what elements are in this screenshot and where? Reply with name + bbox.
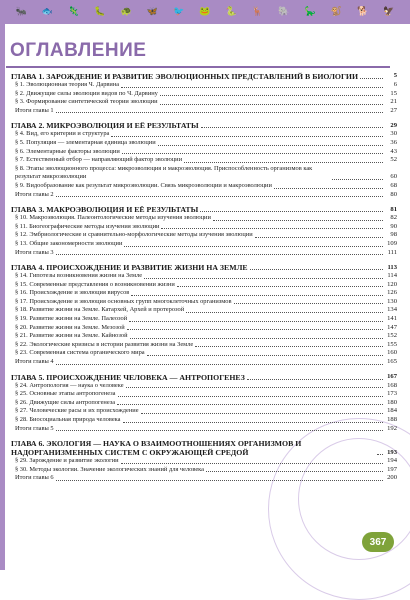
chapter-section bbox=[11, 263, 397, 367]
toc-entry-page-number: 52 bbox=[390, 156, 397, 164]
toc-entry-text: § 8. Этапы эволюционного процесса: микроэволюция и макроэволюция. Приспособленность организмов как результат микроэволюции bbox=[15, 164, 313, 181]
toc-entry[interactable] bbox=[11, 214, 397, 223]
dot-leader bbox=[121, 87, 383, 88]
toc-entry-text: § 19. Развитие жизни на Земле. Палеозой bbox=[15, 315, 128, 323]
chapter-section bbox=[11, 121, 397, 199]
top-decorative-band bbox=[0, 0, 410, 24]
toc-entry-page-number: 114 bbox=[387, 272, 397, 280]
toc-entry-text: § 10. Макроэволюция. Палеонтологические методы изучения эволюции bbox=[15, 214, 211, 222]
toc-entry-page-number: 98 bbox=[390, 231, 397, 239]
animal-silhouette-icon: 🐍 bbox=[225, 6, 237, 17]
toc-entry-page-number: 126 bbox=[387, 289, 397, 297]
toc-entry-page-number: 36 bbox=[390, 138, 397, 146]
toc-entry-text: § 11. Биогеографические методы изучения эволюции bbox=[15, 222, 160, 230]
toc-entry-text: § 22. Экологические кризисы в истории развития жизни на Земле bbox=[15, 340, 194, 348]
toc-entry-page-number: 120 bbox=[387, 280, 397, 288]
toc-entry-text: § 14. Гипотезы возникновения жизни на Земле bbox=[15, 272, 143, 280]
animal-silhouette-icon: 🐟 bbox=[41, 6, 53, 17]
toc-entry[interactable] bbox=[11, 416, 397, 425]
chapter-title: ГЛАВА 2. МИКРОЭВОЛЮЦИЯ И ЕЁ РЕЗУЛЬТАТЫ bbox=[11, 121, 199, 131]
toc-entry-page-number: 109 bbox=[387, 239, 397, 247]
toc-entry-text: § 21. Развитие жизни на Земле. Кайнозой bbox=[15, 332, 128, 340]
toc-entry-page-number: 21 bbox=[390, 98, 397, 106]
toc-entry-page-number: 141 bbox=[387, 315, 397, 323]
chapter-page-number: 5 bbox=[393, 72, 397, 80]
toc-entry[interactable] bbox=[11, 223, 397, 232]
dot-leader bbox=[158, 145, 383, 146]
dot-leader bbox=[274, 188, 383, 189]
toc-entry-page-number: 152 bbox=[387, 332, 397, 340]
toc-entry[interactable] bbox=[11, 298, 397, 307]
chapter-section bbox=[11, 72, 397, 115]
toc-entry-page-number: 30 bbox=[390, 130, 397, 138]
animal-silhouette-icon: 🐦 bbox=[173, 6, 185, 17]
toc-entry[interactable] bbox=[11, 324, 397, 333]
animal-silhouette-icon: 🐜 bbox=[15, 6, 27, 17]
toc-entry-page-number: 82 bbox=[390, 214, 397, 222]
toc-entry-page-number: 168 bbox=[387, 381, 397, 389]
toc-entry-text: § 18. Развитие жизни на Земле. Катархей, Архей и протерозой bbox=[15, 306, 185, 314]
toc-entry-text: § 6. Элементарные факторы эволюции bbox=[15, 147, 120, 155]
toc-entry[interactable] bbox=[11, 349, 397, 358]
dot-leader bbox=[130, 338, 384, 339]
chapter-title-row[interactable] bbox=[11, 263, 397, 272]
toc-entry-page-number: 192 bbox=[387, 424, 397, 432]
toc-entry-page-number: 173 bbox=[387, 390, 397, 398]
toc-entry-page-number: 27 bbox=[390, 106, 397, 114]
dot-leader bbox=[147, 355, 383, 356]
toc-entry-text: § 28. Биосоциальная природа человека bbox=[15, 416, 121, 423]
toc-entry-page-number: 80 bbox=[390, 190, 397, 198]
toc-entry-text: § 30. Методы экологии. Значение экологических знаний для человека bbox=[15, 465, 205, 473]
toc-entry-page-number: 180 bbox=[387, 398, 397, 406]
toc-entry-text: Итоги главы 6 bbox=[15, 474, 54, 482]
toc-entry[interactable] bbox=[11, 306, 397, 315]
chapter-title: ГЛАВА 1. ЗАРОЖДЕНИЕ И РАЗВИТИЕ ЭВОЛЮЦИОННЫХ ПРЕДСТАВЛЕНИЙ В БИОЛОГИИ bbox=[11, 72, 359, 81]
dot-leader bbox=[213, 220, 383, 221]
chapter-title-row[interactable] bbox=[11, 439, 397, 457]
toc-entry-page-number: 197 bbox=[387, 465, 397, 473]
chapter-title-row[interactable] bbox=[11, 121, 397, 130]
dot-leader bbox=[250, 269, 383, 270]
toc-entry-page-number: 111 bbox=[387, 248, 397, 256]
toc-entry[interactable] bbox=[11, 107, 397, 116]
dot-leader bbox=[118, 396, 384, 397]
toc-entry-text: § 26. Движущие силы антропогенеза bbox=[15, 398, 116, 406]
dot-leader bbox=[141, 413, 383, 414]
toc-entry-page-number: 90 bbox=[390, 222, 397, 230]
dot-leader bbox=[360, 78, 383, 79]
toc-entry-text: Итоги главы 5 bbox=[15, 424, 54, 432]
toc-entry-text: Итоги главы 1 bbox=[15, 106, 54, 114]
chapter-title: ГЛАВА 3. МАКРОЭВОЛЮЦИЯ И ЕЁ РЕЗУЛЬТАТЫ bbox=[11, 205, 199, 215]
toc-entry[interactable] bbox=[11, 81, 397, 90]
toc-entry-text: § 25. Основные этапы антропогенеза bbox=[15, 390, 116, 398]
animal-silhouette-icon: 🐛 bbox=[94, 6, 106, 17]
title-underline bbox=[6, 66, 390, 68]
toc-entry[interactable] bbox=[11, 281, 397, 290]
dot-leader bbox=[122, 153, 383, 154]
toc-entry[interactable] bbox=[11, 425, 397, 434]
toc-entry[interactable] bbox=[11, 90, 397, 99]
dot-leader bbox=[129, 321, 383, 322]
dot-leader bbox=[206, 471, 383, 472]
toc-entry-page-number: 134 bbox=[387, 306, 397, 314]
animal-silhouette-icon: 🐕 bbox=[356, 6, 369, 17]
animal-silhouette-icon: 🦕 bbox=[304, 6, 316, 17]
dot-leader bbox=[234, 303, 384, 304]
table-of-contents bbox=[11, 72, 397, 489]
dot-leader bbox=[56, 196, 383, 197]
chapter-title-row[interactable] bbox=[11, 72, 397, 81]
toc-entry-page-number: 130 bbox=[387, 297, 397, 305]
toc-entry[interactable] bbox=[11, 341, 397, 350]
animal-silhouette-icon: 🐸 bbox=[199, 6, 211, 17]
chapter-title: ГЛАВА 6. ЭКОЛОГИЯ — НАУКА О ВЗАИМООТНОШЕНИЯХ ОРГАНИЗМОВ И НАДОРГАНИЗМЕННЫХ СИСТЕМ С ОКРУЖАЮЩЕЙ СРЕДОЙ bbox=[11, 439, 302, 458]
toc-entry-page-number: 15 bbox=[390, 89, 397, 97]
toc-entry-text: § 12. Эмбриологические и сравнительно-морфологические методы изучения эволюции bbox=[15, 231, 253, 239]
chapter-page-number: 113 bbox=[387, 263, 397, 271]
toc-entry-page-number: 60 bbox=[390, 173, 397, 181]
toc-entry-page-number: 6 bbox=[393, 81, 397, 88]
toc-entry[interactable] bbox=[11, 399, 397, 408]
chapter-section bbox=[11, 373, 397, 434]
toc-entry[interactable] bbox=[11, 130, 397, 139]
dot-leader bbox=[111, 136, 383, 137]
toc-entry-page-number: 194 bbox=[387, 457, 397, 465]
chapter-section bbox=[11, 205, 397, 257]
toc-entry-text: Итоги главы 2 bbox=[15, 190, 54, 198]
dot-leader bbox=[160, 95, 383, 96]
toc-entry-text: § 20. Развитие жизни на Земле. Мезозой bbox=[15, 323, 125, 331]
toc-entry-page-number: 184 bbox=[387, 407, 397, 415]
chapter-page-number: 193 bbox=[387, 448, 397, 456]
toc-entry[interactable] bbox=[11, 332, 397, 341]
toc-entry[interactable] bbox=[11, 289, 397, 298]
chapter-title: ГЛАВА 4. ПРОИСХОЖДЕНИЕ И РАЗВИТИЕ ЖИЗНИ НА ЗЕМЛЕ bbox=[11, 263, 248, 273]
toc-entry[interactable] bbox=[11, 358, 397, 367]
dot-leader bbox=[377, 454, 383, 455]
chapter-page-number: 81 bbox=[390, 205, 397, 213]
toc-entry[interactable] bbox=[11, 231, 397, 240]
toc-entry[interactable] bbox=[11, 249, 397, 258]
toc-entry[interactable] bbox=[11, 390, 397, 399]
toc-entry-page-number: 68 bbox=[390, 181, 397, 189]
dot-leader bbox=[56, 112, 383, 113]
dot-leader bbox=[56, 430, 383, 431]
dot-leader bbox=[144, 278, 383, 279]
dot-leader bbox=[195, 346, 383, 347]
toc-entry[interactable] bbox=[11, 98, 397, 107]
chapter-title-row[interactable] bbox=[11, 205, 397, 214]
chapter-section bbox=[11, 439, 397, 483]
toc-entry-text: § 29. Зарождение и развитие экологии bbox=[15, 457, 119, 465]
toc-entry[interactable] bbox=[11, 474, 397, 483]
animal-silhouette-icon: 🐢 bbox=[120, 6, 132, 17]
toc-entry-text: Итоги главы 3 bbox=[15, 248, 54, 256]
dot-leader bbox=[200, 211, 383, 212]
side-decorative-band bbox=[0, 24, 5, 570]
animal-silhouette-icon: 🦅 bbox=[383, 6, 395, 17]
toc-entry-page-number: 188 bbox=[387, 416, 397, 423]
dot-leader bbox=[117, 404, 383, 405]
toc-entry[interactable] bbox=[11, 272, 397, 281]
animal-silhouette-icon: 🦎 bbox=[68, 6, 80, 17]
toc-entry[interactable] bbox=[11, 407, 397, 416]
dot-leader bbox=[126, 387, 383, 388]
toc-entry[interactable] bbox=[11, 315, 397, 324]
toc-entry[interactable] bbox=[11, 139, 397, 148]
dot-leader bbox=[131, 295, 383, 296]
chapter-title: ГЛАВА 5. ПРОИСХОЖДЕНИЕ ЧЕЛОВЕКА — АНТРОПОГЕНЕЗ bbox=[11, 372, 245, 382]
toc-entry-text: Итоги главы 4 bbox=[15, 358, 54, 366]
dot-leader bbox=[161, 228, 383, 229]
toc-entry-page-number: 43 bbox=[390, 147, 397, 155]
toc-entry[interactable] bbox=[11, 148, 397, 157]
dot-leader bbox=[186, 312, 383, 313]
dot-leader bbox=[332, 179, 383, 180]
chapter-page-number: 29 bbox=[390, 121, 397, 129]
toc-entry[interactable] bbox=[11, 382, 397, 391]
toc-entry-text: § 5. Популяция — элементарная единица эволюции bbox=[15, 138, 156, 146]
page-title: ОГЛАВЛЕНИЕ bbox=[10, 40, 147, 61]
animal-silhouette-icon: 🐘 bbox=[278, 6, 290, 17]
toc-entry-text: § 1. Эволюционная теория Ч. Дарвина bbox=[15, 81, 120, 88]
toc-entry-text: § 15. Современные представления о возникновении жизни bbox=[15, 280, 175, 288]
chapter-title-row[interactable] bbox=[11, 373, 397, 382]
toc-entry[interactable] bbox=[11, 457, 397, 466]
dot-leader bbox=[201, 127, 383, 128]
dot-leader bbox=[121, 463, 383, 464]
toc-entry-text: § 9. Видообразование как результат микроэволюции. Связь микроэволюции и макроэволюции bbox=[15, 181, 272, 189]
toc-entry[interactable] bbox=[11, 165, 397, 182]
animal-silhouette-icon: 🦌 bbox=[251, 6, 264, 17]
dot-leader bbox=[56, 254, 383, 255]
toc-entry-page-number: 147 bbox=[387, 323, 397, 331]
page-number-badge: 367 bbox=[362, 532, 394, 552]
toc-entry[interactable] bbox=[11, 191, 397, 200]
toc-entry-page-number: 200 bbox=[387, 474, 397, 482]
toc-entry-text: § 16. Происхождение и эволюция вирусов bbox=[15, 289, 130, 297]
toc-entry[interactable] bbox=[11, 182, 397, 191]
dot-leader bbox=[56, 480, 383, 481]
dot-leader bbox=[56, 364, 383, 365]
chapter-page-number: 167 bbox=[387, 373, 397, 381]
toc-entry-text: § 7. Естественный отбор — направляющий фактор эволюции bbox=[15, 156, 183, 164]
toc-entry[interactable] bbox=[11, 156, 397, 165]
dot-leader bbox=[123, 422, 383, 423]
toc-entry-text: § 17. Происхождение и эволюция основных групп многоклеточных организмов bbox=[15, 297, 232, 305]
toc-entry-text: § 23. Современная система органического мира bbox=[15, 349, 145, 357]
animal-silhouette-icon: 🐒 bbox=[330, 6, 342, 17]
toc-entry[interactable] bbox=[11, 240, 397, 249]
toc-entry-page-number: 165 bbox=[387, 358, 397, 366]
toc-entry-text: § 13. Общие закономерности эволюции bbox=[15, 239, 123, 247]
toc-entry[interactable] bbox=[11, 466, 397, 475]
toc-entry-text: § 2. Движущие силы эволюции видов по Ч. Дарвину bbox=[15, 89, 158, 97]
dot-leader bbox=[184, 162, 383, 163]
dot-leader bbox=[160, 104, 384, 105]
dot-leader bbox=[247, 379, 383, 380]
toc-entry-text: § 27. Человеческие расы и их происхождение bbox=[15, 407, 139, 415]
animal-silhouette-icon: 🦋 bbox=[146, 6, 159, 17]
toc-entry-text: § 4. Вид, его критерии и структура bbox=[15, 130, 110, 138]
toc-entry-text: § 3. Формирование синтетической теории эволюции bbox=[15, 98, 158, 106]
toc-entry-page-number: 155 bbox=[387, 340, 397, 348]
dot-leader bbox=[124, 246, 383, 247]
toc-entry-page-number: 160 bbox=[387, 349, 397, 357]
dot-leader bbox=[177, 286, 383, 287]
toc-entry-text: § 24. Антропология — наука о человеке bbox=[15, 381, 124, 389]
dot-leader bbox=[127, 329, 383, 330]
dot-leader bbox=[255, 237, 383, 238]
